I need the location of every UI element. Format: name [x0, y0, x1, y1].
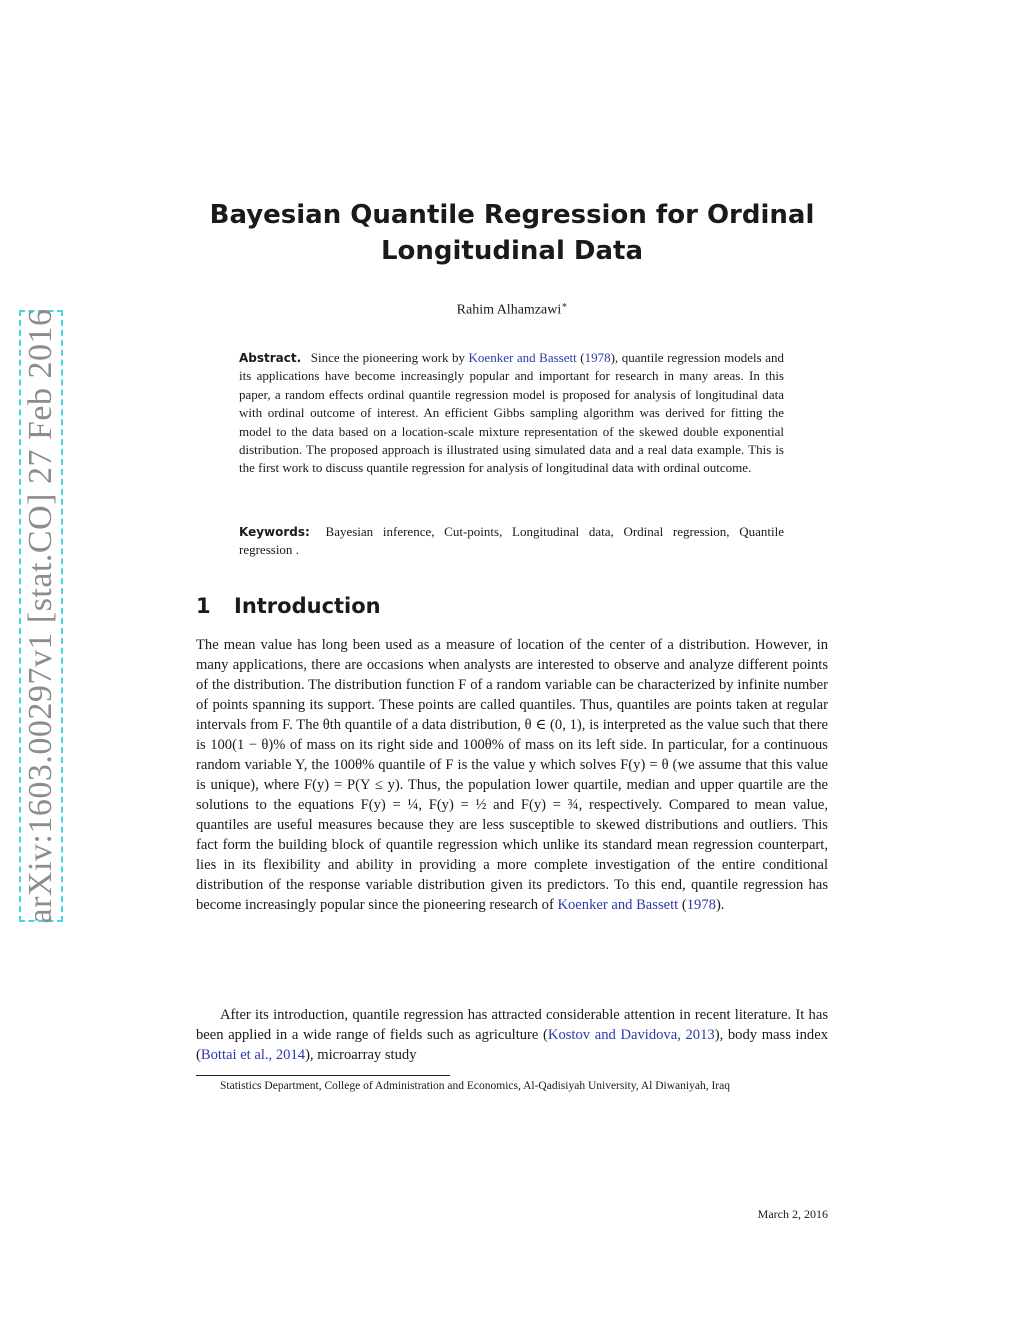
- title-line-2: Longitudinal Data: [380, 236, 644, 266]
- date: March 2, 2016: [757, 1207, 828, 1221]
- paper-title: [200, 197, 824, 269]
- abstract-text-start: Since the pioneering work by: [310, 350, 469, 365]
- citation-year-link[interactable]: 1978: [584, 350, 611, 365]
- keywords-text: Bayesian inference, Cut-points, Longitudinal data, Ordinal regression, Quantile regression .: [239, 524, 785, 558]
- paragraph-text-mid: ), body mass index (: [196, 1027, 828, 1063]
- abstract: Abstract. Since the pioneering work by Koenker and Bassett (1978), quantile regression models and its applications have become increasingly popular and important for research in many areas. In this paper, a random effects ordinal quantile regression model is proposed for analysis of longitudinal data with ordinal outcome of interest. An efficient Gibbs sampling algorithm was derived for fitting the model to the data based on a location-scale mixture representation of the skewed double exponential distribution. The proposed approach is illustrated using simulated data and a real data example. This is the first work to discuss quantile regression for analysis of longitudinal data with ordinal outcome.: [239, 350, 784, 476]
- paragraph-end: ).: [715, 897, 725, 913]
- footnote: [196, 1078, 828, 1095]
- citation-year-link[interactable]: 1978: [686, 897, 716, 913]
- section-title: Introduction: [234, 594, 381, 618]
- footnote-divider: [196, 1075, 450, 1076]
- abstract-label: Abstract.: [239, 351, 302, 365]
- citation-bottai-year-link[interactable]: 2014: [275, 1047, 306, 1063]
- author-name: Rahim Alhamzawi: [456, 302, 562, 318]
- footnote-text: Statistics Department, College of Administration and Economics, Al-Qadisiyah University, Al Diwaniyah, Iraq: [220, 1080, 730, 1092]
- keywords: [239, 523, 784, 560]
- author-footnote-mark: ∗: [561, 300, 568, 310]
- citation-koenker-bassett-link[interactable]: Koenker and Bassett: [557, 897, 679, 913]
- intro-paragraph-1: The mean value has long been used as a measure of location of the center of a distribution. However, in many applications, there are occasions when analysts are interested to observe and analyze different points of the distribution. The distribution function F of a random variable can be characterized by infinite number of points spanning its support. These points are called quantiles. Thus, quantiles are points taken at regular intervals from F. The θth quantile of a data distribution, θ ∈ (0, 1), is interpreted as the value such that there is 100(1 − θ)% of mass on its right side and 100θ% of mass on its left side. In particular, for a continuous random variable Y, the 100θ% quantile of F is the value y which solves F(y) = θ (we assume that this value is unique), where F(y) = P(Y ≤ y). Thus, the population lower quartile, median and upper quartile are the solutions to the equations F(y) = ¼, F(y) = ½ and F(y) = ¾, respectively. Compared to mean value, quantiles are useful measures because they are less susceptible to skewed distributions and outliers. This fact form the building block of quantile regression which unlike its standard mean regression counterpart, lies in its flexibility and ability in providing a more complete investigation of the entire conditional distribution of the response variable distribution given its predictors. To this end, quantile regression has become increasingly popular since the pioneering research of Koenker and Bassett (1978).: [196, 637, 828, 913]
- arxiv-identifier[interactable]: arXiv:1603.00297v1 [stat.CO] 27 Feb 2016: [22, 308, 59, 924]
- section-heading: [196, 594, 381, 618]
- arxiv-side-stamp: [19, 310, 63, 922]
- citation-bottai-link[interactable]: Bottai et al.,: [200, 1047, 273, 1063]
- citation-kostov-davidova-link[interactable]: Kostov and Davidova, 2013: [547, 1027, 715, 1043]
- paragraph-text: The mean value has long been used as a measure of location of the center of a distribution. However, in many applications, there are occasions when analysts are interested to observe and analyze different points of the distribution. The distribution function F of a random variable can be characterized by infinite number of points spanning its support. These points are called quantiles. Thus, quantiles are points taken at regular intervals from F. The θth quantile of a data distribution, θ ∈ (0, 1), is interpreted as the value such that there is 100(1 − θ)% of mass on its right side and 100θ% of mass on its left side. In particular, for a continuous random variable Y, the 100θ% quantile of F is the value y which solves F(y) = θ (we assume that this value is unique), where F(y) = P(Y ≤ y). Thus, the population lower quartile, median and upper quartile are the solutions to the equations F(y) = ¼, F(y) = ½ and F(y) = ¾, respectively. Compared to mean value, quantiles are useful measures because they are less susceptible to skewed distributions and outliers. This fact form the building block of quantile regression which unlike its standard mean regression counterpart, lies in its flexibility and ability in providing a more complete investigation of the entire conditional distribution of the response variable distribution given its predictors. To this end, quantile regression has become increasingly popular since the pioneering research of: [196, 637, 828, 913]
- paragraph-text-end: ), microarray study: [305, 1047, 417, 1063]
- author: [200, 300, 824, 319]
- keywords-label: Keywords:: [239, 525, 310, 539]
- section-number: 1: [196, 594, 211, 618]
- abstract-text: ), quantile regression models and its applications have become increasingly popular and important for research in many areas. In this paper, a random effects ordinal quantile regression model is proposed for analysis of longitudinal data with ordinal outcome of interest. An efficient Gibbs sampling algorithm was derived for fitting the model to the data based on a location-scale mixture representation of the skewed double exponential distribution. The proposed approach is illustrated using simulated data and a real data example. This is the first work to discuss quantile regression for analysis of longitudinal data with ordinal outcome.: [239, 350, 784, 476]
- citation-koenker-bassett-link[interactable]: Koenker and Bassett: [468, 350, 577, 365]
- intro-paragraph-2: [196, 1005, 828, 1065]
- title-line-1: Bayesian Quantile Regression for Ordinal: [209, 200, 815, 230]
- paragraph-text: After its introduction, quantile regression has attracted considerable attention in recent literature. It has been applied in a wide range of fields such as agriculture (: [196, 1007, 828, 1043]
